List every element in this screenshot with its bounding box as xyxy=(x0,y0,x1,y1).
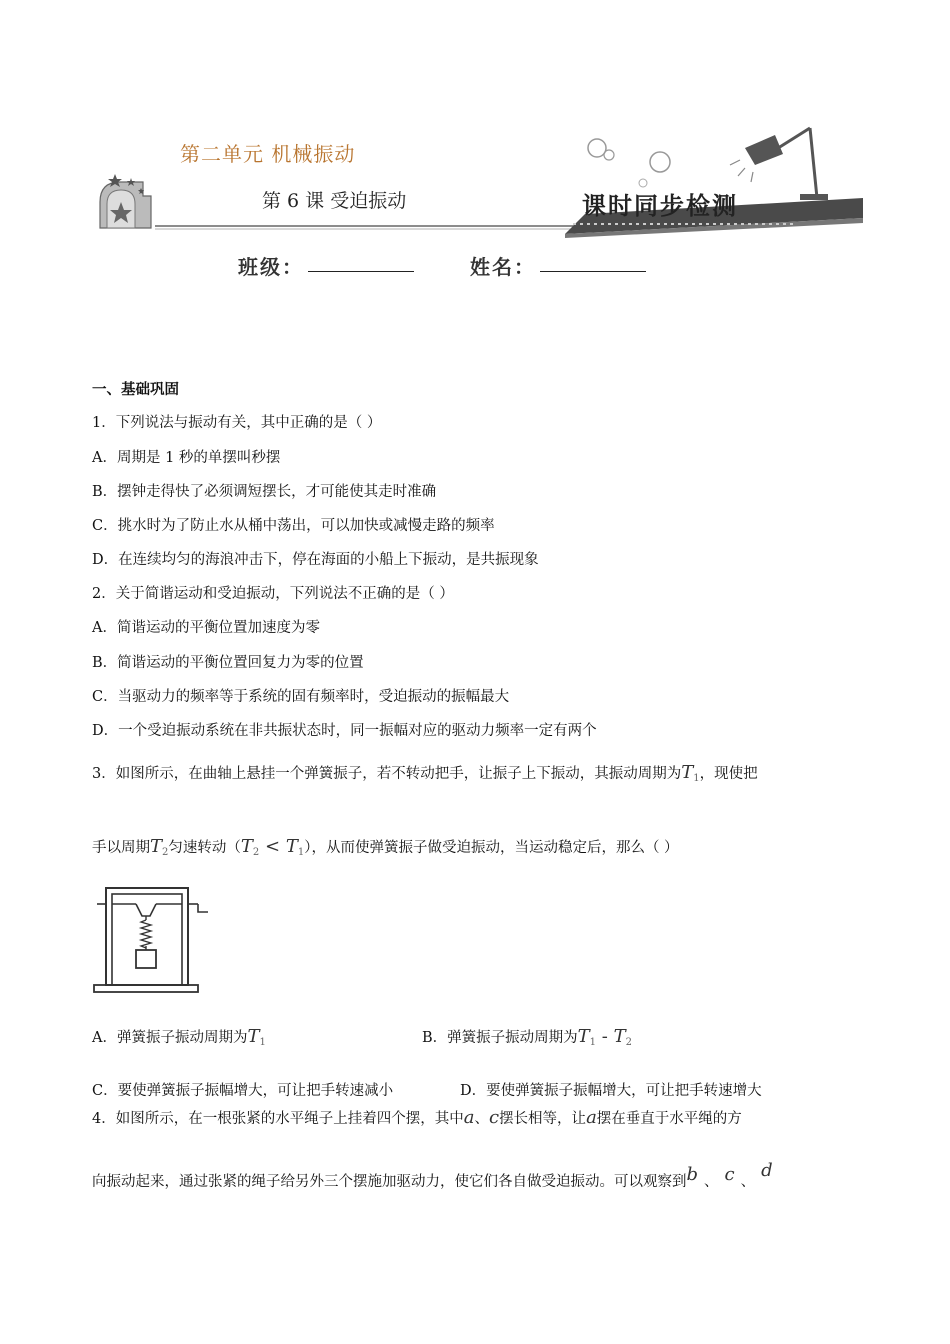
q2-option-a: A．简谐运动的平衡位置加速度为零 xyxy=(92,620,320,636)
section-title: 一、基础巩固 xyxy=(92,382,179,398)
q4-stem-line2: 向振动起来，通过张紧的绳子给另外三个摆施加驱动力，使它们各自做受迫振动。可以观察到b 、 c 、d xyxy=(92,1160,773,1190)
math-a: a xyxy=(463,1107,475,1128)
math-a: a xyxy=(586,1107,597,1128)
name-field[interactable] xyxy=(540,251,646,272)
q3-option-d: D．要使弹簧振子振幅增大，可让把手转速增大 xyxy=(460,1083,762,1099)
q1-option-d: D．在连续均匀的海浪冲击下，停在海面的小船上下振动，是共振现象 xyxy=(92,552,539,568)
math-t1: T1 xyxy=(247,1026,266,1048)
star-badge-icon xyxy=(100,174,151,228)
math-d: d xyxy=(761,1160,773,1181)
q2-option-b: B．简谐运动的平衡位置回复力为零的位置 xyxy=(92,655,364,671)
lamp-icon xyxy=(730,128,828,200)
q1-stem: 1．下列说法与振动有关，其中正确的是（ ） xyxy=(92,415,382,431)
lesson-title: 第 6 课 受迫振动 xyxy=(262,190,407,212)
q1-option-b: B．摆钟走得快了必须调短摆长，才可能使其走时准确 xyxy=(92,484,437,500)
q1-option-c: C．挑水时为了防止水从桶中荡出，可以加快或减慢走路的频率 xyxy=(92,518,495,534)
class-field[interactable] xyxy=(308,251,414,272)
math-t1-minus-t2: T1 - T2 xyxy=(577,1026,632,1048)
q2-option-c: C．当驱动力的频率等于系统的固有频率时，受迫振动的振幅最大 xyxy=(92,689,510,705)
q2-option-d: D．一个受迫振动系统在非共振状态时，同一振幅对应的驱动力频率一定有两个 xyxy=(92,723,597,739)
class-label: 班级： xyxy=(238,255,304,279)
name-label: 姓名： xyxy=(470,255,536,279)
math-t2: T2 xyxy=(150,836,169,858)
math-c: c xyxy=(724,1164,735,1185)
q2-stem: 2．关于简谐运动和受迫振动，下列说法不正确的是（ ） xyxy=(92,586,454,602)
q3-option-a: A．弹簧振子振动周期为T1 xyxy=(92,1026,266,1048)
math-t1: T1 xyxy=(681,762,700,784)
math-c: c xyxy=(488,1107,500,1128)
q4-stem-line1: 4．如图所示，在一根张紧的水平绳子上挂着四个摆，其中a、c摆长相等，让a摆在垂直于水平绳的方 xyxy=(92,1107,742,1128)
math-b: b xyxy=(686,1164,699,1185)
q3-crank-spring-figure xyxy=(92,882,214,994)
q3-stem-line2: 手以周期T2匀速转动（T2 < T1），从而使弹簧振子做受迫振动，当运动稳定后，那么（ ） xyxy=(92,836,679,858)
math-t2-lt-t1: T2 < T1 xyxy=(240,836,305,858)
unit-title: 第二单元 机械振动 xyxy=(180,142,356,166)
q3-stem-line1: 3．如图所示，在曲轴上悬挂一个弹簧振子，若不转动把手，让振子上下振动，其振动周期为T1，现使把 xyxy=(92,762,758,784)
header-banner xyxy=(95,110,865,240)
banner-caption: 课时同步检测 xyxy=(582,191,738,220)
q3-option-c: C．要使弹簧振子振幅增大，可让把手转速减小 xyxy=(92,1083,394,1099)
q3-option-b: B．弹簧振子振动周期为T1 - T2 xyxy=(422,1026,632,1048)
q1-option-a: A．周期是 1 秒的单摆叫秒摆 xyxy=(92,450,281,466)
